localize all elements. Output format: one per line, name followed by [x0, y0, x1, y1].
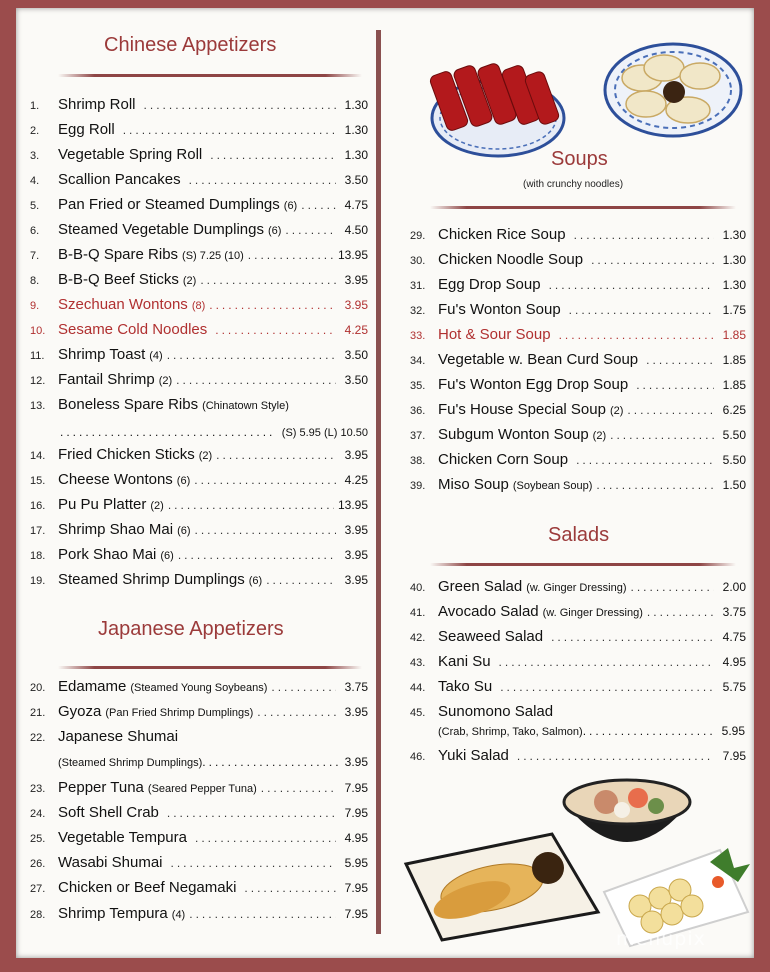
leader-dots [216, 448, 336, 462]
leader-dots [596, 478, 714, 492]
item-note: (6) [248, 575, 263, 587]
item-name: Sunomono Salad [438, 703, 554, 720]
leader-dots [257, 705, 336, 719]
item-number: 26. [30, 858, 46, 871]
menu-item [410, 426, 746, 446]
item-number: 22. [30, 732, 46, 745]
item-name: Hot & Sour Soup [438, 326, 551, 343]
item-price: 4.25 [344, 323, 368, 337]
item-name: B-B-Q Beef Sticks [58, 271, 179, 288]
leader-dots [60, 425, 276, 439]
item-price: 6.25 [722, 403, 746, 417]
menu-item [30, 546, 368, 566]
item-number: 21. [30, 707, 46, 720]
item-price: 1.50 [722, 478, 746, 492]
item-note: (4) [149, 350, 163, 362]
item-price: 1.85 [722, 353, 746, 367]
item-number: 5. [30, 200, 40, 212]
item-number: 29. [410, 230, 426, 242]
item-number: 46. [410, 751, 426, 763]
item-price: 13.95 [337, 248, 368, 262]
item-name: Green Salad [438, 578, 523, 595]
item-number: 6. [30, 225, 40, 237]
item-number: 41. [410, 607, 426, 619]
chinese-appetizers-heading: Chinese Appetizers [104, 34, 277, 56]
item-name: Chicken Noodle Soup [438, 251, 584, 268]
menu-item [30, 146, 368, 166]
leader-dots [261, 781, 336, 795]
item-number: 7. [30, 250, 40, 262]
menu-item [410, 678, 746, 698]
item-name: Fu's Wonton Soup [438, 301, 561, 318]
item-price: 3.95 [344, 573, 368, 587]
item-price: 3.95 [344, 273, 368, 287]
item-name: Shrimp Toast [58, 346, 146, 363]
leader-dots [210, 148, 336, 162]
leader-dots [266, 573, 336, 587]
item-price: 4.75 [344, 198, 368, 212]
item-note: (2) [150, 500, 164, 512]
item-name: Gyoza [58, 703, 102, 721]
menu-item [30, 496, 368, 516]
item-name: Vegetable Spring Roll [58, 146, 203, 163]
leader-dots [189, 173, 336, 187]
item-name: Boneless Spare Ribs [58, 396, 199, 413]
item-number: 37. [410, 430, 426, 442]
menu-item [30, 703, 368, 723]
item-price: 3.50 [344, 173, 368, 187]
item-number: 24. [30, 807, 46, 820]
item-name: Shrimp Tempura [58, 904, 168, 922]
item-note: (8) [191, 300, 206, 312]
item-price: 7.95 [722, 749, 746, 763]
menu-item [30, 521, 368, 541]
item-45-price: 5.95 [721, 724, 745, 738]
item-name: Steamed Vegetable Dumplings [58, 221, 264, 238]
chinese-heading-rule [58, 74, 362, 77]
item-price: 1.30 [722, 228, 746, 242]
item-price: 5.75 [722, 680, 746, 694]
item-note: (Steamed Young Soybeans) [130, 682, 268, 694]
item-price: 5.50 [722, 453, 746, 467]
item-name: Kani Su [438, 653, 491, 670]
japanese-appetizers-heading: Japanese Appetizers [98, 618, 284, 640]
menu-item [410, 451, 746, 471]
item-number: 33. [410, 330, 426, 342]
leader-dots [636, 378, 714, 392]
leader-dots [646, 353, 714, 367]
item-name: Egg Drop Soup [438, 276, 541, 293]
menu-item [30, 371, 368, 391]
item-note: (w. Ginger Dressing) [542, 607, 643, 619]
item-name: Scallion Pancakes [58, 171, 181, 188]
item-note: (6) [267, 225, 282, 237]
leader-dots [178, 548, 336, 562]
item-name: Chicken or Beef Negamaki [58, 879, 237, 897]
item-price: 7.95 [344, 805, 368, 820]
item-name: Chicken Rice Soup [438, 226, 566, 243]
menu-item [30, 879, 368, 899]
menu-item [410, 747, 746, 767]
leader-dots [647, 605, 714, 619]
item-note: (6) [177, 525, 191, 537]
menu-item [30, 196, 368, 216]
spare-ribs-photo [428, 58, 570, 162]
item-name: Pan Fried or Steamed Dumplings [58, 196, 280, 213]
menu-item [30, 728, 368, 748]
item-name: Yuki Salad [438, 747, 509, 764]
leader-dots [610, 428, 714, 442]
menu-item [30, 171, 368, 191]
item-number: 20. [30, 682, 46, 694]
item-number: 9. [30, 300, 40, 312]
item-note: (2) [609, 405, 624, 417]
item-price: 5.95 [344, 856, 368, 871]
leader-dots [499, 655, 714, 669]
menu-item [30, 678, 368, 698]
item-price: 1.30 [344, 98, 368, 112]
item-number: 10. [30, 325, 46, 337]
item-name: Subgum Wonton Soup [438, 426, 589, 443]
leader-dots [517, 749, 714, 763]
leader-dots [271, 680, 336, 694]
leader-dots [202, 755, 338, 769]
item-note: (Chinatown Style) [202, 400, 289, 412]
menu-item [410, 653, 746, 673]
item-name: Japanese Shumai [58, 728, 179, 746]
leader-dots [591, 253, 714, 267]
menu-item [410, 226, 746, 246]
item-name: Pepper Tuna [58, 778, 144, 796]
item-22-note: (Steamed Shrimp Dumplings) [58, 757, 203, 769]
item-number: 12. [30, 375, 46, 387]
leader-dots [627, 403, 714, 417]
item-price: 13.95 [337, 498, 368, 512]
item-name: Fried Chicken Sticks [58, 446, 195, 463]
leader-dots [285, 223, 336, 237]
leader-dots [551, 630, 714, 644]
item-price: 1.85 [722, 378, 746, 392]
item-name: Tako Su [438, 678, 493, 695]
item-name: Pu Pu Platter [58, 496, 147, 513]
leader-dots [200, 273, 336, 287]
menu-item [30, 854, 368, 874]
item-price: 3.50 [344, 373, 368, 387]
leader-dots [144, 98, 336, 112]
item-name: Fu's House Special Soup [438, 401, 606, 418]
menu-item [30, 321, 368, 341]
item-13-continuation [60, 425, 368, 443]
item-price: 2.00 [722, 580, 746, 594]
leader-dots [195, 831, 336, 845]
item-name: Wasabi Shumai [58, 854, 163, 872]
item-price: 1.30 [344, 123, 368, 137]
item-number: 23. [30, 782, 46, 795]
item-price: 1.75 [722, 303, 746, 317]
item-note: (Seared Pepper Tuna) [147, 782, 257, 795]
menu-item [410, 603, 746, 623]
item-price: 4.50 [344, 223, 368, 237]
leader-dots [549, 278, 714, 292]
item-price: 3.75 [344, 680, 368, 694]
item-price: 1.30 [722, 278, 746, 292]
item-number: 1. [30, 100, 40, 112]
item-price: 7.95 [344, 881, 368, 896]
item-45-continuation [438, 724, 745, 742]
menu-item [30, 829, 368, 849]
item-number: 43. [410, 657, 426, 669]
item-price: 1.30 [344, 148, 368, 162]
item-note: (2) [592, 430, 607, 442]
menu-item [30, 121, 368, 141]
leader-dots [215, 323, 336, 337]
item-price: 5.50 [722, 428, 746, 442]
leader-dots [569, 303, 714, 317]
item-number: 34. [410, 355, 426, 367]
item-22-price: 3.95 [344, 755, 368, 769]
item-number: 18. [30, 550, 46, 562]
item-note: (w. Ginger Dressing) [526, 582, 627, 594]
item-price: 3.95 [344, 705, 368, 720]
menu-item [410, 276, 746, 296]
item-number: 3. [30, 150, 40, 162]
item-price: 3.95 [344, 448, 368, 462]
item-note: (6) [283, 200, 298, 212]
item-price: 3.95 [344, 298, 368, 312]
menu-item [410, 301, 746, 321]
tempura-plate-photo [402, 824, 602, 944]
menu-item [410, 376, 746, 396]
soups-heading: Soups [551, 148, 608, 170]
item-number: 4. [30, 175, 40, 187]
item-number: 45. [410, 707, 426, 719]
item-45-note: (Crab, Shrimp, Tako, Salmon) [438, 726, 583, 738]
item-name: Steamed Shrimp Dumplings [58, 571, 245, 588]
menu-item [410, 476, 746, 496]
salads-heading: Salads [548, 524, 610, 546]
item-name: Pork Shao Mai [58, 546, 157, 563]
item-note: (Soybean Soup) [512, 480, 593, 492]
item-price: 3.95 [344, 548, 368, 562]
leader-dots [301, 198, 336, 212]
item-price: 4.95 [344, 831, 368, 845]
leader-dots [171, 856, 337, 870]
menupix-watermark: menupix [616, 928, 706, 950]
soups-heading-rule [430, 206, 736, 209]
item-note: (Pan Fried Shrimp Dumplings) [105, 707, 254, 720]
item-number: 15. [30, 475, 46, 487]
soups-subheading: (with crunchy noodles) [523, 179, 624, 190]
item-price: 7.95 [344, 906, 368, 921]
menu-item [30, 446, 368, 466]
item-price: 1.85 [722, 328, 746, 342]
item-number: 14. [30, 450, 46, 462]
item-number: 35. [410, 380, 426, 392]
menu-item [410, 401, 746, 421]
leader-dots [167, 348, 336, 362]
dumplings-photo [602, 40, 744, 140]
menu-item [410, 351, 746, 371]
leader-dots [209, 298, 336, 312]
menu-item [30, 221, 368, 241]
item-name: Shrimp Shao Mai [58, 521, 174, 538]
item-number: 11. [30, 350, 45, 362]
menu-item [30, 905, 368, 925]
item-name: B-B-Q Spare Ribs [58, 246, 179, 263]
item-number: 32. [410, 305, 426, 317]
item-name: Egg Roll [58, 121, 115, 138]
item-number: 27. [30, 883, 46, 896]
leader-dots [176, 373, 336, 387]
menu-item [410, 628, 746, 648]
menu-item [30, 396, 368, 416]
item-note: (S) 7.25 (10) [182, 250, 244, 262]
item-price: 7.95 [344, 780, 368, 795]
item-price: 1.30 [722, 253, 746, 267]
item-number: 16. [30, 500, 46, 512]
item-price: 4.95 [722, 655, 746, 669]
item-number: 13. [30, 400, 46, 412]
menu-item [30, 96, 368, 116]
menu-item [30, 296, 368, 316]
item-name: Shrimp Roll [58, 96, 136, 113]
menu-item [30, 346, 368, 366]
menu-item [410, 578, 746, 598]
item-name: Chicken Corn Soup [438, 451, 569, 468]
menu-item [30, 804, 368, 824]
item-number: 38. [410, 455, 426, 467]
item-name: Fu's Wonton Egg Drop Soup [438, 376, 629, 393]
item-note: (2) [182, 275, 197, 287]
menu-item [30, 271, 368, 291]
leader-dots [574, 228, 714, 242]
japanese-heading-rule [58, 666, 362, 669]
item-note: (4) [171, 908, 186, 921]
item-note: (6) [160, 550, 174, 562]
item-number: 31. [410, 280, 426, 292]
menu-item [410, 703, 746, 723]
leader-dots [189, 907, 336, 921]
item-number: 19. [30, 575, 46, 587]
item-price: 3.95 [344, 523, 368, 537]
leader-dots [559, 328, 714, 342]
menu-item [30, 779, 368, 799]
item-number: 40. [410, 582, 426, 594]
item-number: 36. [410, 405, 426, 417]
leader-dots [583, 724, 716, 738]
item-name: Seaweed Salad [438, 628, 544, 645]
leader-dots [194, 473, 336, 487]
menu-item [410, 326, 746, 346]
menu-item [30, 246, 368, 266]
leader-dots [167, 806, 336, 820]
column-divider [376, 30, 381, 934]
item-note: (6) [176, 475, 191, 487]
leader-dots [123, 123, 336, 137]
leader-dots [244, 881, 336, 895]
leader-dots [500, 680, 714, 694]
item-name: Sesame Cold Noodles [58, 321, 208, 338]
item-number: 25. [30, 833, 46, 845]
item-price: 4.25 [344, 473, 368, 487]
item-number: 30. [410, 255, 426, 267]
item-name: Avocado Salad [438, 603, 539, 620]
menu-item [30, 471, 368, 491]
item-number: 17. [30, 525, 46, 537]
leader-dots [576, 453, 714, 467]
item-number: 42. [410, 632, 426, 644]
item-price: 3.50 [344, 348, 368, 362]
item-number: 39. [410, 480, 426, 492]
item-price: 4.75 [722, 630, 746, 644]
item-13-prices: (S) 5.95 (L) 10.50 [281, 427, 368, 439]
leader-dots [248, 248, 334, 262]
item-name: Szechuan Wontons [58, 296, 188, 313]
item-name: Cheese Wontons [58, 471, 173, 488]
item-note: (2) [158, 375, 173, 387]
item-note: (2) [198, 450, 213, 462]
item-name: Vegetable Tempura [58, 829, 187, 846]
leader-dots [195, 523, 336, 537]
salads-heading-rule [430, 563, 736, 566]
leader-dots [168, 498, 334, 512]
item-name: Edamame [58, 678, 127, 695]
item-name: Miso Soup [438, 476, 509, 493]
item-number: 8. [30, 275, 40, 287]
item-name: Vegetable w. Bean Curd Soup [438, 351, 639, 368]
item-number: 28. [30, 908, 46, 921]
menu-item [30, 571, 368, 591]
item-name: Fantail Shrimp [58, 371, 155, 388]
leader-dots [631, 580, 715, 594]
item-number: 2. [30, 125, 40, 137]
item-price: 3.75 [722, 605, 746, 619]
item-number: 44. [410, 682, 426, 694]
item-22-continuation [58, 755, 368, 773]
item-name: Soft Shell Crab [58, 803, 159, 821]
menu-item [410, 251, 746, 271]
